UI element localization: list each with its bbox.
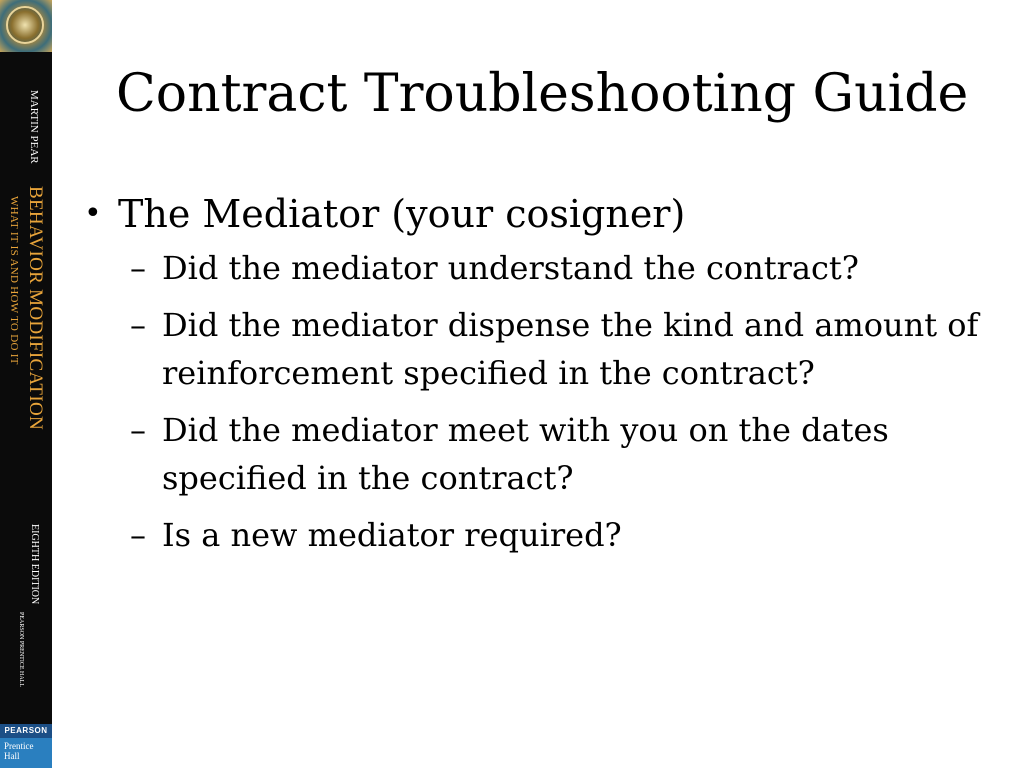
book-cover-emblem bbox=[0, 0, 52, 52]
sub-point bbox=[84, 511, 984, 559]
dash-marker: – bbox=[130, 306, 146, 344]
dash-marker: – bbox=[130, 411, 146, 449]
spine-edition: EIGHTH EDITION bbox=[29, 524, 40, 605]
bullet-marker: • bbox=[84, 196, 102, 231]
sub-point bbox=[84, 301, 984, 397]
slide-content bbox=[84, 190, 984, 568]
bullet-point bbox=[84, 190, 984, 238]
sub-point bbox=[84, 406, 984, 502]
book-spine bbox=[0, 0, 52, 768]
pearson-logo bbox=[0, 724, 52, 768]
bullet-text: The Mediator (your cosigner) bbox=[118, 192, 686, 236]
spine-publisher: PEARSON PRENTICE HALL bbox=[18, 612, 24, 688]
sub-point-text: Did the mediator dispense the kind and amount of reinforcement specified in the contract? bbox=[162, 306, 979, 392]
sub-point-text: Did the mediator meet with you on the dates specified in the contract? bbox=[162, 411, 889, 497]
dash-marker: – bbox=[130, 249, 146, 287]
spine-book-title: BEHAVIOR MODIFICATION bbox=[25, 186, 46, 430]
sub-point bbox=[84, 244, 984, 292]
slide-title: Contract Troubleshooting Guide bbox=[116, 64, 969, 124]
dash-marker: – bbox=[130, 516, 146, 554]
sub-point-text: Did the mediator understand the contract? bbox=[162, 249, 859, 287]
logo-imprint: Prentice Hall bbox=[4, 741, 34, 761]
logo-brand: PEARSON bbox=[0, 724, 52, 738]
sub-point-text: Is a new mediator required? bbox=[162, 516, 622, 554]
spine-authors: MARTIN PEAR bbox=[28, 90, 40, 164]
spine-book-subtitle: WHAT IT IS AND HOW TO DO IT bbox=[8, 196, 20, 365]
